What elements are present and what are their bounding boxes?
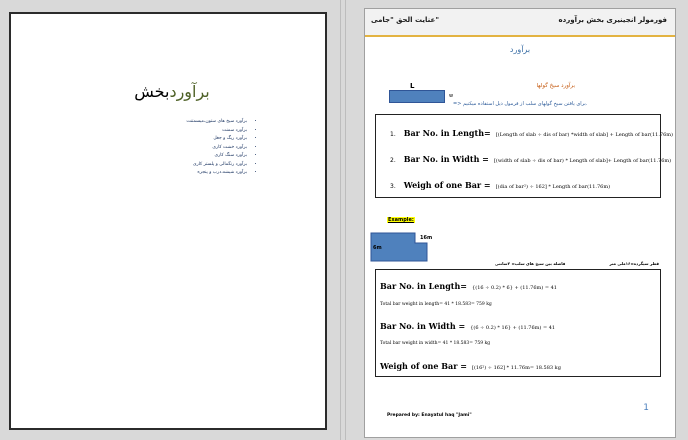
formula-box	[375, 114, 673, 198]
calc-expression: {(16 ÷ 0.2) * 6} + (11.76m) = 41	[472, 285, 557, 291]
list-item: • برآورد سنگ کاری	[186, 152, 247, 161]
calc-label: Bar No. in Length=	[380, 281, 468, 291]
formula-line-2	[390, 147, 671, 166]
dimension-16m: 16m	[420, 235, 433, 241]
formula-expression: [(Length of slab ÷ dis of bar) *width of slab] + Length of bar(11.76m)	[495, 132, 673, 138]
page-gap-divider	[345, 0, 346, 440]
subtitle: برآورد سیخ گولها	[536, 83, 575, 89]
list-item: • برآورد خشت کاری	[186, 144, 247, 153]
bar-diameter-caption: قطر سیگرده=۱۶ملی متر	[609, 261, 659, 266]
list-item: • برآورد سمنت	[186, 127, 247, 136]
dimension-6m: 6m	[373, 245, 382, 251]
page-header	[365, 9, 675, 37]
formula-note: => برای یافتن سیخ گولهای سلب از فرمول ذیل استفاده میکنیم.	[453, 101, 588, 107]
example-label: Example:	[388, 217, 414, 223]
page-gap-divider	[340, 0, 341, 440]
slab-width-label: w	[449, 93, 454, 99]
page-title: برآورد	[509, 45, 531, 54]
list-item: • برآورد شیشه،درب و پنجره	[186, 169, 247, 178]
formula-expression: [(width of slab ÷ dis of bar) * Length of slab]+ Length of bar(11.76m)	[493, 158, 672, 164]
prepared-by: Prepared by: Enayatul haq "Jami"	[387, 413, 472, 418]
calc-total: Total bar weight in length= 41 * 18.583= 759 kg	[380, 302, 492, 307]
calc-label: Bar No. in Width =	[380, 321, 466, 331]
calc-line	[380, 354, 561, 373]
formula-line-3	[390, 173, 610, 192]
bar-spacing-caption: فاصله بین سیخ های سلب= ۲سانتی	[495, 261, 566, 266]
calc-line	[380, 329, 490, 348]
formula-number: 2.	[390, 157, 396, 164]
header-title: فورمولر انجینیری بخش برآورده	[558, 16, 667, 24]
calc-total: Total bar weight in width= 41 * 18.583= 759 kg	[380, 341, 491, 346]
list-item: • برآورد سیخ های ستون،میسمتنت	[186, 118, 247, 127]
header-author: عنایت الحق "جامی"	[371, 16, 439, 24]
section-word: بخش	[134, 82, 170, 101]
example-slab-diagram	[369, 223, 433, 263]
calc-label: Weigh of one Bar =	[380, 361, 467, 371]
list-item: • برآورد رنگمالی و پلستر کاری	[186, 161, 247, 170]
estimate-topic-list	[186, 118, 259, 178]
example-calculation-box	[375, 269, 661, 377]
formula-expression: [(dia of bar²) ÷ 162] * Length of bar(11.76m)	[495, 184, 611, 190]
formula-number: 3.	[390, 183, 396, 190]
formula-label: Weigh of one Bar =	[403, 180, 491, 190]
calc-expression: [(16²) ÷ 162] * 11.76m= 18.583 kg	[472, 365, 561, 371]
calc-line	[380, 290, 492, 309]
section-title: برآورد	[169, 82, 210, 101]
formula-line-1	[390, 121, 673, 140]
formula-number: 1.	[390, 131, 396, 138]
formula-label: Bar No. in Width =	[403, 154, 489, 164]
calc-expression: {(6 ÷ 0.2) * 16} + (11.76m) = 41	[470, 325, 556, 331]
section-heading	[11, 82, 325, 101]
slab-diagram	[389, 90, 445, 103]
slab-length-label: L	[410, 82, 415, 90]
formula-label: Bar No. in Length=	[403, 128, 491, 138]
document-page-left	[9, 12, 327, 430]
page-number: 1	[643, 403, 649, 413]
document-page-right	[364, 8, 676, 438]
list-item: • برآورد ریگ و جغل	[186, 135, 247, 144]
